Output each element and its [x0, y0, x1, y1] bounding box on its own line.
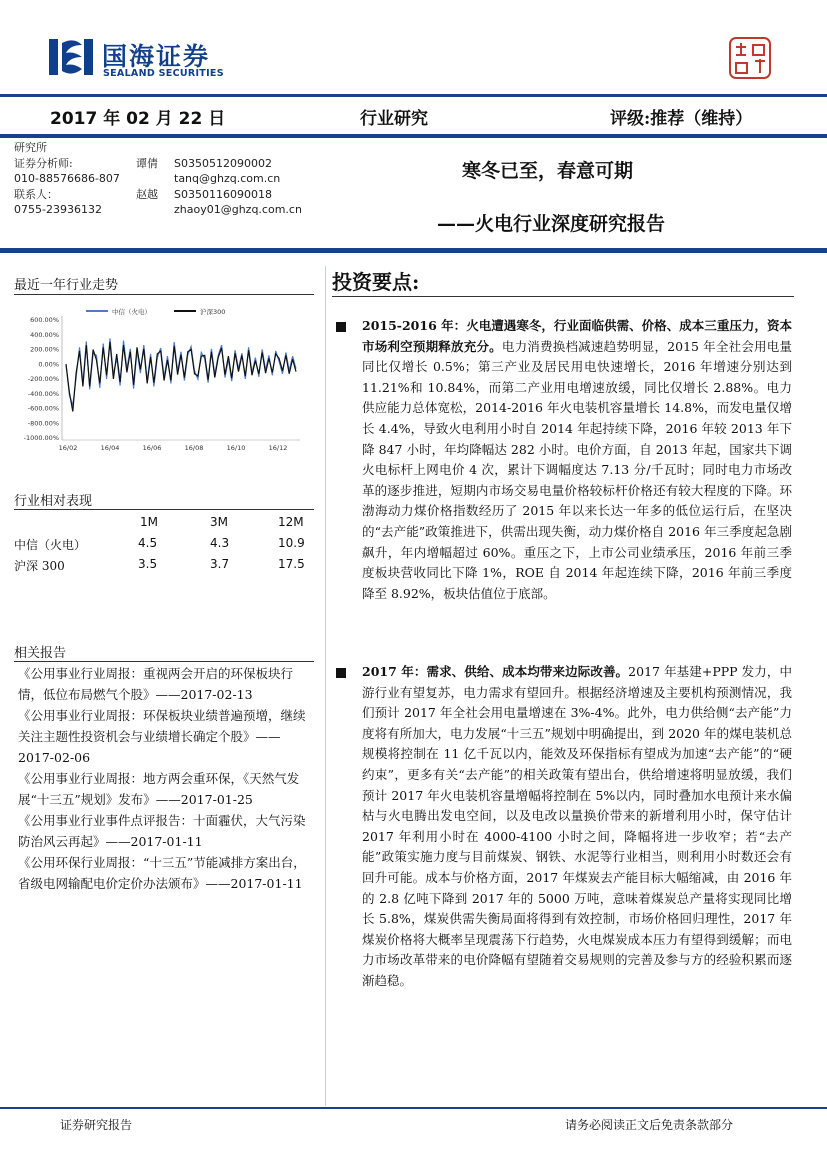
y-tick-label: -600.00%	[27, 404, 59, 413]
related-report-item[interactable]: 《公用事业行业周报：地方两会重环保，《天然气发展“十三五”规划》发布》——2017-01-25	[18, 771, 300, 807]
trend-heading: 最近一年行业走势	[14, 278, 119, 293]
y-tick-label: -200.00%	[27, 375, 59, 383]
y-tick-label: 0.00%	[38, 360, 59, 369]
x-tick-label: 16/06	[142, 444, 162, 452]
institute-label: 研究所	[14, 141, 47, 154]
reports-heading-rule	[14, 661, 314, 662]
company-logo	[48, 33, 268, 83]
related-report-item[interactable]: 《公用环保行业周报：“十三五”节能减排方案出台，省级电网输配电价定价办法颁布》——2017-01-11	[18, 855, 306, 891]
perf-row-3m: 4.3	[210, 536, 230, 550]
key-point-2-lead: 2017 年：需求、供给、成本均带来边际改善。	[362, 664, 629, 679]
contact-cert: S0350116090018	[174, 187, 272, 201]
y-tick-label: -400.00%	[27, 389, 59, 398]
perf-col-1m: 1M	[140, 515, 158, 529]
bullet-square-icon	[336, 668, 346, 678]
report-rating: 评级:推荐（维持）	[610, 109, 753, 129]
report-date: 2017 年 02 月 22 日	[50, 109, 226, 129]
perf-row-name: 沪深 300	[14, 559, 65, 573]
performance-table	[14, 510, 314, 573]
related-report-item[interactable]: 《公用事业行业事件点评报告：十面霾伏，大气污染防治风云再起》——2017-01-11	[18, 813, 306, 849]
perf-col-3m: 3M	[210, 515, 228, 529]
perf-row	[14, 552, 314, 573]
related-report-item[interactable]: 《公用事业行业周报：环保板块业绩普遍预增，继续关注主题性投资机会与业绩增长确定个股》——2017-02-06	[18, 708, 306, 765]
x-tick-label: 16/04	[100, 444, 120, 452]
key-points-rule	[332, 296, 794, 297]
perf-row-12m: 10.9	[278, 536, 305, 550]
perf-row	[14, 531, 314, 552]
logo-name-en: SEALAND SECURITIES	[103, 68, 224, 79]
related-report-item[interactable]: 《公用事业行业周报：重视两会开启的环保板块行情，低位布局燃气个股》——2017-02-13	[18, 666, 294, 702]
key-points-heading: 投资要点:	[332, 270, 420, 294]
reports-heading: 相关报告	[14, 646, 67, 661]
key-point-paragraph-1	[362, 316, 792, 604]
perf-col-12m: 12M	[278, 515, 304, 529]
contact-phone: 0755-23936132	[14, 203, 102, 216]
related-reports-list	[18, 663, 312, 894]
contact-email: zhaoy01@ghzq.com.cn	[174, 203, 302, 216]
trend-heading-rule	[14, 294, 314, 295]
legend-label: 中信（火电）	[112, 308, 151, 316]
logo-mark-icon	[48, 37, 94, 77]
header-band-inner	[0, 97, 827, 134]
footer-left: 证券研究报告	[60, 1118, 133, 1132]
contact-label: 联系人：	[14, 187, 58, 201]
header-divider	[0, 248, 827, 253]
research-seal-icon	[729, 37, 771, 79]
perf-row-1m: 4.5	[138, 536, 158, 550]
report-type: 行业研究	[360, 109, 428, 129]
industry-trend-chart	[14, 300, 314, 460]
analyst-email: tanq@ghzq.com.cn	[174, 172, 281, 185]
key-point-2-body: 2017 年基建+PPP 发力，中游行业有望复苏，电力需求有望回升。根据经济增速及主要机构预测情况，我们预计 2017 年全社会用电量增速在 3%-4%。此外，电力供给侧“去产能”力度将有所加大，电力发展“十三五”规划中明确提出，到 2020 年的煤电装机总规模将控制在 11 亿千瓦以内，能效及环保指标有望成为加速“去产能”的“硬约束”，更多有关“去产能”的相关政策有望出台，供给增速将明显放缓，我们预计 2017 年火电装机容量增幅将控制在 5%以内，同时叠加水电预计来水偏枯与火电腾出发电空间，以及电改以量换价带来的新增利用小时，保守估计 2017 年利用小时在 4000-4100 小时之间，降幅将进一步收窄；若“去产能”政策实施力度与目前煤炭、钢铁、水泥等行业相当，则利用小时数还会有回升可能。成本与价格方面，2017 年煤炭去产能目标大幅缩减，由 2016 年的 2.8 亿吨下降到 2017 年的 5000 万吨，意味着煤炭总产量将实现同比增长 5.8%，煤炭供需失衡局面将得到有效控制，市场价格回归理性，2017 年煤炭价格将大概率呈现震荡下行趋势，火电煤炭成本压力有望得到缓解；而电力市场改革带来的电价降幅有望随着交易规则的完善及参与方的经验积累而逐渐趋稳。	[362, 664, 792, 988]
y-tick-label: 400.00%	[30, 330, 59, 339]
y-tick-label: -800.00%	[27, 419, 59, 428]
analyst-phone: 010-88576686-807	[14, 172, 120, 185]
bullet-square-icon	[336, 322, 346, 332]
analyst-label: 证券分析师:	[14, 156, 73, 170]
perf-header-row	[14, 510, 314, 531]
y-tick-label: 600.00%	[30, 316, 59, 324]
legend-label: 沪深300	[200, 308, 226, 316]
key-point-paragraph-2	[362, 662, 792, 992]
logo-name-cn: 国海证券	[102, 42, 211, 71]
key-point-1-lead: 2015-2016 年：火电遭遇寒冬，行业面临供需、价格、成本三重压力，资本市场利空预期释放充分。	[362, 318, 792, 354]
perf-heading: 行业相对表现	[14, 494, 93, 509]
key-point-1-body: 电力消费换档减速趋势明显，2015 年全社会用电量同比仅增长 0.5%；第三产业及居民用电快速增长，2016 年增速分别达到 11.21%和 10.84%，而第二产业用电增速放缓，同比仅增长 2.88%。电力供应能力总体宽松，2014-2016 年火电装机容量增长 14.8%，而发电量仅增长 4.4%，导致火电利用小时自 2014 年起持续下降，2016 年较 2013 年下降 847 小时，年均降幅达 282 小时。电价方面，自 2013 年起，国家共下调火电标杆上网电价 4 次，累计下调幅度达 7.13 分/千瓦时；同时电力市场改革的逐步推进，短期内市场交易电量价格较标杆价格还有较大程度的下降。环渤海动力煤价格指数经历了 2015 年以来长达一年多的低位运行后，在坚决的“去产能”政策推进下，供需出现失衡，动力煤价格自 2016 年三季度起急剧飙升，年内增幅超过 60%。重压之下，上市公司业绩承压，2016 年前三季度板块营收同比下降 1%，ROE 自 2014 年起连续下降，2016 年前三季度降至 8.92%，板块估值位于底部。	[362, 338, 792, 601]
report-title: 寒冬已至，春意可期	[462, 160, 634, 182]
y-tick-label: 200.00%	[30, 345, 59, 354]
y-tick-label: -1000.00%	[23, 434, 59, 442]
analyst-cert: S0350512090002	[174, 156, 272, 170]
perf-row-name: 中信（火电）	[14, 538, 87, 552]
analyst-name: 谭倩	[136, 156, 158, 170]
contact-name: 赵越	[136, 187, 158, 201]
footer-right: 请务必阅读正文后免责条款部分	[565, 1118, 734, 1132]
report-subtitle: ——火电行业深度研究报告	[437, 213, 666, 235]
x-tick-label: 16/08	[184, 444, 204, 452]
x-tick-label: 16/12	[268, 444, 288, 452]
footer-rule	[0, 1107, 827, 1109]
column-divider	[325, 266, 326, 1106]
header-band	[0, 94, 827, 138]
x-tick-label: 16/10	[226, 444, 246, 452]
perf-row-1m: 3.5	[138, 557, 158, 571]
perf-row-3m: 3.7	[210, 557, 230, 571]
x-tick-label: 16/02	[58, 444, 78, 452]
perf-row-12m: 17.5	[278, 557, 305, 571]
